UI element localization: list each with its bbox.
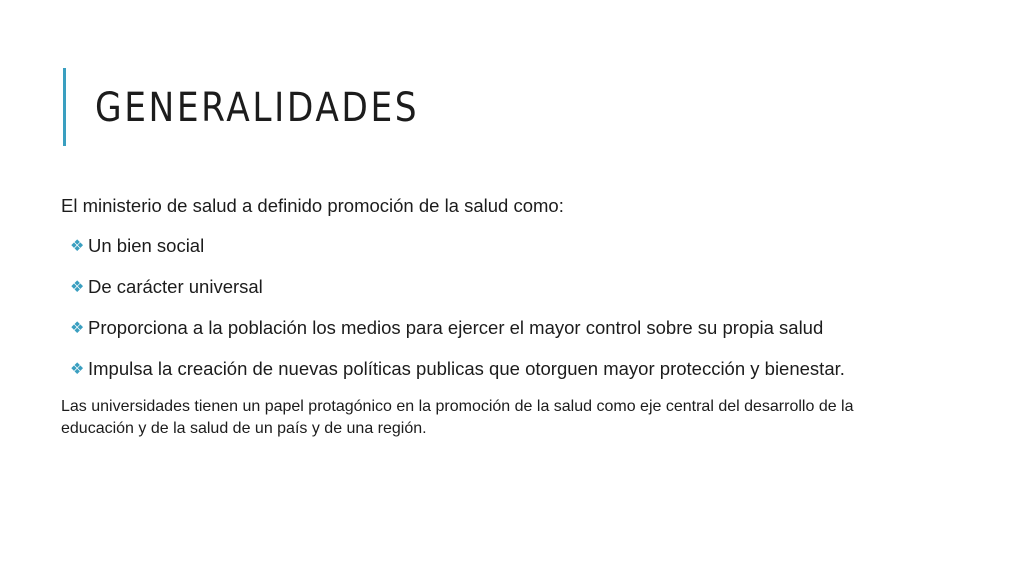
slide-body [61,194,891,440]
diamond-bullet-icon: ❖ [70,279,85,296]
bullet-text: Proporciona a la población los medios para ejercer el mayor control sobre su propia salud [88,317,824,338]
bullet-item [61,234,891,259]
closing-paragraph: Las universidades tienen un papel protagónico en la promoción de la salud como eje central del desarrollo de la educación y de la salud de un país y de una región. [61,398,854,437]
bullet-item [61,275,891,300]
bullet-text: Un bien social [88,235,205,256]
bullet-item [61,357,891,382]
slide-title: GENERALIDADES [95,85,420,131]
title-accent-bar [63,68,66,146]
diamond-bullet-icon: ❖ [70,320,85,337]
bullet-text: Impulsa la creación de nuevas políticas publicas que otorguen mayor protección y bienestar. [88,358,845,379]
diamond-bullet-icon: ❖ [70,238,85,255]
intro-text: El ministerio de salud a definido promoción de la salud como: [61,195,564,216]
diamond-bullet-icon: ❖ [70,361,85,378]
bullet-item [61,316,891,341]
bullet-text: De carácter universal [88,276,263,297]
